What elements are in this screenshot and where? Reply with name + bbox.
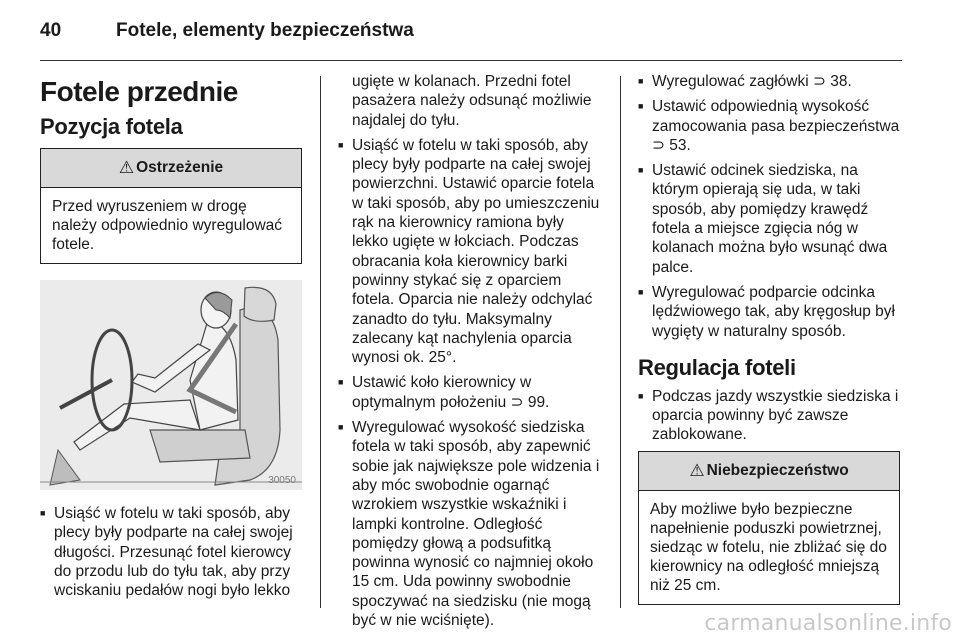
continuation-text: ugięte w kolanach. Przedni fotel pasażera należy odsunąć możliwie najdalej do tyłu. — [352, 73, 592, 129]
warning-box-title — [41, 149, 301, 188]
col2-list — [338, 136, 603, 630]
list-item: ■ Ustawić odpowiednią wysokość zamocowania pasa bezpieczeństwa ⊃ 53. — [638, 97, 900, 155]
list-item: ■ Wyregulować wysokość siedziska fotela w taki sposób, aby zapewnić sobie jak największe pole widzenia i aby móc swobodnie ogarnąć wzrokiem wszystkie wskaźniki i lampki kontrolne. Odległość pomiędzy głową a podsufitką powinna wynosić co najmniej około 15 cm. Uda powinny swobodnie spoczywać na siedzisku (nie mogą być w nie wciśnięte). — [338, 418, 603, 630]
column-2 — [338, 73, 603, 636]
danger-box-text: Aby możliwe było bezpieczne napełnienie poduszki powietrznej, siedząc w fotelu, nie zbliżać się do kierownicy na odległość mniejszą niż 25 cm. — [650, 500, 887, 594]
subsection-heading: Pozycja fotela — [40, 114, 183, 139]
list-item: ■ Ustawić koło kierownicy w optymalnym położeniu ⊃ 99. — [338, 373, 603, 412]
page-header-title: Fotele, elementy bezpieczeństwa — [116, 20, 414, 41]
seat-position-illustration — [40, 280, 302, 490]
list-item: ■ Podczas jazdy wszystkie siedziska i oparcia powinny być zawsze zablokowane. — [638, 387, 900, 445]
driver-seat-drawing — [40, 280, 302, 490]
figure-number: 30050 — [268, 475, 296, 486]
section-heading: Fotele przednie — [40, 76, 238, 107]
list-item: ■ Wyregulować zagłówki ⊃ 38. — [638, 72, 900, 91]
page-number: 40 — [40, 20, 62, 41]
page-header — [40, 20, 414, 42]
list-item: ■ Usiąść w fotelu w taki sposób, aby plecy były podparte na całej swojej powierzchni. Ustawić oparcie fotela w taki sposób, aby po umieszczeniu rąk na kierownicy ramiona były lekko ugięte w łokciach. Podczas obracania koła kierownicy barki powinny stykać się z oparciem fotela. Oparcia nie należy odchylać zanadto do tyłu. Maksymalny zalecany kąt nachylenia oparcia wynosi ok. 25°. — [338, 136, 603, 368]
warning-title-text: Ostrzeżenie — [136, 159, 224, 176]
warning-triangle-icon: ⚠ — [689, 460, 705, 480]
danger-title-text: Niebezpieczeństwo — [706, 461, 849, 479]
col3-list-2 — [638, 387, 900, 445]
list-item: ■ Wyregulować podparcie odcinka lędźwiowego tak, aby kręgosłup był wygięty w naturalny sposób. — [638, 283, 900, 341]
subsection-heading: Regulacja foteli — [638, 354, 796, 380]
list-item: ■ Ustawić odcinek siedziska, na którym opierają się uda, w taki sposób, aby pomiędzy krawędź fotela a miejsce zgięcia nóg w kolanach można było wsunąć dwa palce. — [638, 161, 900, 277]
column-3 — [638, 73, 900, 605]
danger-box — [638, 451, 900, 605]
warning-triangle-icon: ⚠ — [118, 158, 135, 177]
danger-box-title — [639, 452, 899, 491]
col3-list — [638, 72, 900, 341]
column-1 — [40, 76, 302, 606]
watermark: carmanualsonline.info — [704, 611, 952, 636]
header-rule — [40, 60, 902, 61]
column-divider-2 — [620, 76, 621, 608]
col1-list — [40, 504, 302, 600]
list-item: ■ Usiąść w fotelu w taki sposób, aby plecy były podparte na całej swojej długości. Przesunąć fotel kierowcy do przodu lub do tyłu tak, aby przy wciskaniu pedałów nogi było lekko — [40, 504, 302, 600]
column-divider-1 — [320, 76, 321, 608]
warning-box-text: Przed wyruszeniem w drogę należy odpowiednio wyregulować fotele. — [52, 198, 283, 253]
warning-box — [40, 148, 302, 264]
